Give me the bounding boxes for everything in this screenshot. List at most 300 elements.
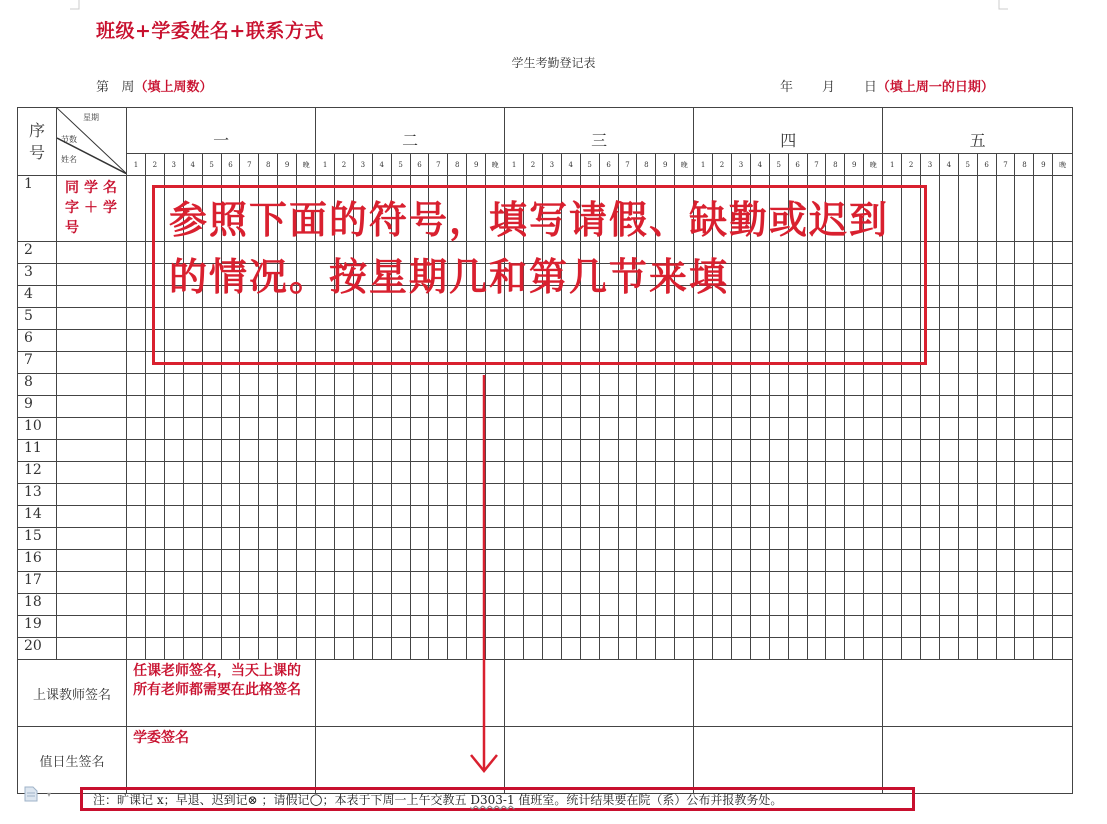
attendance-cell[interactable] [769, 572, 788, 594]
attendance-cell[interactable] [939, 308, 958, 330]
attendance-cell[interactable] [807, 374, 826, 396]
attendance-cell[interactable] [127, 506, 146, 528]
attendance-cell[interactable] [1034, 308, 1053, 330]
attendance-cell[interactable] [183, 440, 202, 462]
attendance-cell[interactable] [618, 374, 637, 396]
attendance-cell[interactable] [769, 462, 788, 484]
attendance-cell[interactable] [353, 506, 372, 528]
attendance-cell[interactable] [297, 418, 316, 440]
attendance-cell[interactable] [410, 484, 429, 506]
attendance-cell[interactable] [902, 374, 921, 396]
attendance-cell[interactable] [731, 616, 750, 638]
attendance-cell[interactable] [1034, 572, 1053, 594]
attendance-cell[interactable] [164, 506, 183, 528]
attendance-cell[interactable] [297, 440, 316, 462]
attendance-cell[interactable] [713, 550, 732, 572]
attendance-cell[interactable] [505, 528, 524, 550]
attendance-cell[interactable] [958, 374, 977, 396]
attendance-cell[interactable] [505, 616, 524, 638]
attendance-cell[interactable] [788, 616, 807, 638]
attendance-cell[interactable] [524, 374, 543, 396]
attendance-cell[interactable] [410, 594, 429, 616]
attendance-cell[interactable] [448, 506, 467, 528]
attendance-cell[interactable] [391, 374, 410, 396]
attendance-cell[interactable] [1053, 572, 1073, 594]
attendance-cell[interactable] [580, 484, 599, 506]
attendance-cell[interactable] [410, 418, 429, 440]
attendance-cell[interactable] [542, 638, 561, 660]
attendance-cell[interactable] [429, 396, 448, 418]
attendance-cell[interactable] [864, 594, 883, 616]
attendance-cell[interactable] [145, 616, 164, 638]
attendance-cell[interactable] [580, 418, 599, 440]
attendance-cell[interactable] [977, 242, 996, 264]
attendance-cell[interactable] [429, 484, 448, 506]
attendance-cell[interactable] [372, 550, 391, 572]
attendance-cell[interactable] [127, 330, 146, 352]
attendance-cell[interactable] [1034, 374, 1053, 396]
attendance-cell[interactable] [505, 418, 524, 440]
attendance-cell[interactable] [429, 462, 448, 484]
attendance-cell[interactable] [731, 396, 750, 418]
attendance-cell[interactable] [713, 616, 732, 638]
attendance-cell[interactable] [316, 616, 335, 638]
attendance-cell[interactable] [675, 528, 694, 550]
attendance-cell[interactable] [864, 440, 883, 462]
attendance-cell[interactable] [958, 352, 977, 374]
attendance-cell[interactable] [902, 616, 921, 638]
attendance-cell[interactable] [921, 462, 940, 484]
attendance-cell[interactable] [202, 418, 221, 440]
duty-sign-cell[interactable] [694, 727, 883, 794]
attendance-cell[interactable] [542, 572, 561, 594]
student-name-cell[interactable] [57, 286, 127, 308]
attendance-cell[interactable] [316, 528, 335, 550]
attendance-cell[interactable] [1053, 264, 1073, 286]
attendance-cell[interactable] [542, 418, 561, 440]
attendance-cell[interactable] [353, 462, 372, 484]
attendance-cell[interactable] [410, 572, 429, 594]
attendance-cell[interactable] [448, 528, 467, 550]
attendance-cell[interactable] [542, 484, 561, 506]
attendance-cell[interactable] [410, 396, 429, 418]
attendance-cell[interactable] [353, 396, 372, 418]
attendance-cell[interactable] [902, 638, 921, 660]
attendance-cell[interactable] [127, 374, 146, 396]
attendance-cell[interactable] [561, 374, 580, 396]
attendance-cell[interactable] [939, 374, 958, 396]
attendance-cell[interactable] [259, 396, 278, 418]
attendance-cell[interactable] [240, 616, 259, 638]
attendance-cell[interactable] [316, 550, 335, 572]
attendance-cell[interactable] [977, 308, 996, 330]
attendance-cell[interactable] [939, 242, 958, 264]
attendance-cell[interactable] [145, 594, 164, 616]
attendance-cell[interactable] [524, 462, 543, 484]
attendance-cell[interactable] [353, 484, 372, 506]
attendance-cell[interactable] [1015, 506, 1034, 528]
attendance-cell[interactable] [164, 528, 183, 550]
attendance-cell[interactable] [221, 484, 240, 506]
attendance-cell[interactable] [845, 506, 864, 528]
attendance-cell[interactable] [637, 528, 656, 550]
attendance-cell[interactable] [1015, 308, 1034, 330]
attendance-cell[interactable] [675, 462, 694, 484]
attendance-cell[interactable] [694, 484, 713, 506]
attendance-cell[interactable] [391, 440, 410, 462]
attendance-cell[interactable] [278, 440, 297, 462]
attendance-cell[interactable] [977, 616, 996, 638]
attendance-cell[interactable] [335, 374, 354, 396]
attendance-cell[interactable] [524, 572, 543, 594]
attendance-cell[interactable] [750, 418, 769, 440]
attendance-cell[interactable] [864, 638, 883, 660]
attendance-cell[interactable] [391, 616, 410, 638]
attendance-cell[interactable] [921, 484, 940, 506]
attendance-cell[interactable] [1034, 286, 1053, 308]
attendance-cell[interactable] [164, 374, 183, 396]
attendance-cell[interactable] [731, 484, 750, 506]
attendance-cell[interactable] [580, 572, 599, 594]
student-name-cell[interactable]: 同学名字＋学号 [57, 176, 127, 242]
attendance-cell[interactable] [977, 374, 996, 396]
attendance-cell[interactable] [637, 462, 656, 484]
attendance-cell[interactable] [675, 638, 694, 660]
student-name-cell[interactable] [57, 528, 127, 550]
attendance-cell[interactable] [353, 550, 372, 572]
attendance-cell[interactable] [580, 550, 599, 572]
attendance-cell[interactable] [731, 638, 750, 660]
attendance-cell[interactable] [240, 638, 259, 660]
attendance-cell[interactable] [996, 638, 1015, 660]
attendance-cell[interactable] [316, 418, 335, 440]
attendance-cell[interactable] [656, 396, 675, 418]
attendance-cell[interactable] [675, 418, 694, 440]
attendance-cell[interactable] [864, 396, 883, 418]
attendance-cell[interactable] [656, 374, 675, 396]
attendance-cell[interactable] [278, 616, 297, 638]
attendance-cell[interactable] [769, 550, 788, 572]
attendance-cell[interactable] [769, 506, 788, 528]
attendance-cell[interactable] [202, 396, 221, 418]
attendance-cell[interactable] [372, 396, 391, 418]
attendance-cell[interactable] [221, 616, 240, 638]
attendance-cell[interactable] [202, 374, 221, 396]
attendance-cell[interactable] [1053, 330, 1073, 352]
attendance-cell[interactable] [864, 418, 883, 440]
attendance-cell[interactable] [826, 506, 845, 528]
attendance-cell[interactable] [883, 484, 902, 506]
attendance-cell[interactable] [183, 616, 202, 638]
attendance-cell[interactable] [939, 506, 958, 528]
attendance-cell[interactable] [769, 418, 788, 440]
attendance-cell[interactable] [221, 594, 240, 616]
attendance-cell[interactable] [542, 374, 561, 396]
attendance-cell[interactable] [259, 440, 278, 462]
attendance-cell[interactable] [939, 462, 958, 484]
student-name-cell[interactable] [57, 418, 127, 440]
attendance-cell[interactable] [316, 462, 335, 484]
attendance-cell[interactable] [807, 638, 826, 660]
attendance-cell[interactable] [902, 484, 921, 506]
attendance-cell[interactable] [958, 572, 977, 594]
attendance-cell[interactable] [958, 330, 977, 352]
attendance-cell[interactable] [183, 462, 202, 484]
attendance-cell[interactable] [164, 550, 183, 572]
attendance-cell[interactable] [637, 638, 656, 660]
attendance-cell[interactable] [1053, 506, 1073, 528]
attendance-cell[interactable] [202, 440, 221, 462]
attendance-cell[interactable] [145, 418, 164, 440]
attendance-cell[interactable] [902, 440, 921, 462]
attendance-cell[interactable] [788, 396, 807, 418]
attendance-cell[interactable] [1053, 616, 1073, 638]
attendance-cell[interactable] [599, 528, 618, 550]
attendance-cell[interactable] [637, 616, 656, 638]
attendance-cell[interactable] [977, 506, 996, 528]
attendance-cell[interactable] [769, 594, 788, 616]
attendance-cell[interactable] [183, 528, 202, 550]
attendance-cell[interactable] [202, 616, 221, 638]
attendance-cell[interactable] [788, 418, 807, 440]
attendance-cell[interactable] [713, 484, 732, 506]
attendance-cell[interactable] [637, 484, 656, 506]
attendance-cell[interactable] [127, 572, 146, 594]
attendance-cell[interactable] [1053, 550, 1073, 572]
attendance-cell[interactable] [1053, 528, 1073, 550]
attendance-cell[interactable] [656, 638, 675, 660]
attendance-cell[interactable] [921, 374, 940, 396]
attendance-cell[interactable] [731, 528, 750, 550]
attendance-cell[interactable] [1015, 550, 1034, 572]
attendance-cell[interactable] [297, 572, 316, 594]
attendance-cell[interactable] [353, 418, 372, 440]
attendance-cell[interactable] [183, 374, 202, 396]
attendance-cell[interactable] [788, 374, 807, 396]
attendance-cell[interactable] [524, 396, 543, 418]
student-name-cell[interactable] [57, 374, 127, 396]
attendance-cell[interactable] [618, 484, 637, 506]
attendance-cell[interactable] [580, 374, 599, 396]
attendance-cell[interactable] [750, 638, 769, 660]
attendance-cell[interactable] [391, 528, 410, 550]
attendance-cell[interactable] [202, 594, 221, 616]
attendance-cell[interactable] [939, 286, 958, 308]
attendance-cell[interactable] [448, 484, 467, 506]
attendance-cell[interactable] [731, 462, 750, 484]
student-name-cell[interactable] [57, 330, 127, 352]
attendance-cell[interactable] [1034, 484, 1053, 506]
attendance-cell[interactable] [864, 374, 883, 396]
attendance-cell[interactable] [372, 418, 391, 440]
attendance-cell[interactable] [939, 616, 958, 638]
attendance-cell[interactable] [297, 484, 316, 506]
attendance-cell[interactable] [410, 616, 429, 638]
attendance-cell[interactable] [769, 638, 788, 660]
attendance-cell[interactable] [694, 396, 713, 418]
attendance-cell[interactable] [826, 638, 845, 660]
attendance-cell[interactable] [637, 418, 656, 440]
attendance-cell[interactable] [297, 374, 316, 396]
attendance-cell[interactable] [278, 418, 297, 440]
attendance-cell[interactable] [939, 528, 958, 550]
attendance-cell[interactable] [864, 462, 883, 484]
attendance-cell[interactable] [921, 418, 940, 440]
attendance-cell[interactable] [675, 484, 694, 506]
attendance-cell[interactable] [316, 594, 335, 616]
attendance-cell[interactable] [335, 506, 354, 528]
attendance-cell[interactable] [1053, 594, 1073, 616]
attendance-cell[interactable] [618, 550, 637, 572]
attendance-cell[interactable] [353, 572, 372, 594]
attendance-cell[interactable] [921, 550, 940, 572]
attendance-cell[interactable] [958, 286, 977, 308]
attendance-cell[interactable] [202, 462, 221, 484]
attendance-cell[interactable] [769, 616, 788, 638]
student-name-cell[interactable] [57, 440, 127, 462]
attendance-cell[interactable] [939, 352, 958, 374]
attendance-cell[interactable] [921, 616, 940, 638]
attendance-cell[interactable] [977, 286, 996, 308]
attendance-cell[interactable] [259, 462, 278, 484]
attendance-cell[interactable] [524, 616, 543, 638]
attendance-cell[interactable] [1053, 374, 1073, 396]
attendance-cell[interactable] [826, 484, 845, 506]
attendance-cell[interactable] [996, 286, 1015, 308]
attendance-cell[interactable] [996, 396, 1015, 418]
attendance-cell[interactable] [996, 440, 1015, 462]
attendance-cell[interactable] [788, 484, 807, 506]
attendance-cell[interactable] [769, 440, 788, 462]
attendance-cell[interactable] [618, 638, 637, 660]
attendance-cell[interactable] [183, 594, 202, 616]
attendance-cell[interactable] [788, 440, 807, 462]
attendance-cell[interactable] [297, 594, 316, 616]
attendance-cell[interactable] [297, 396, 316, 418]
student-name-cell[interactable] [57, 616, 127, 638]
student-name-cell[interactable] [57, 308, 127, 330]
attendance-cell[interactable] [845, 440, 864, 462]
attendance-cell[interactable] [164, 484, 183, 506]
attendance-cell[interactable] [259, 528, 278, 550]
attendance-cell[interactable] [448, 550, 467, 572]
attendance-cell[interactable] [221, 550, 240, 572]
attendance-cell[interactable] [826, 418, 845, 440]
attendance-cell[interactable] [372, 484, 391, 506]
attendance-cell[interactable] [788, 594, 807, 616]
attendance-cell[interactable] [1053, 418, 1073, 440]
attendance-cell[interactable] [183, 396, 202, 418]
attendance-cell[interactable] [750, 594, 769, 616]
attendance-cell[interactable] [1034, 330, 1053, 352]
attendance-cell[interactable] [127, 176, 146, 242]
attendance-cell[interactable] [864, 528, 883, 550]
attendance-cell[interactable] [372, 638, 391, 660]
attendance-cell[interactable] [448, 616, 467, 638]
attendance-cell[interactable] [826, 550, 845, 572]
attendance-cell[interactable] [675, 550, 694, 572]
attendance-cell[interactable] [713, 396, 732, 418]
attendance-cell[interactable] [1034, 638, 1053, 660]
attendance-cell[interactable] [656, 616, 675, 638]
attendance-cell[interactable] [1015, 616, 1034, 638]
attendance-cell[interactable] [297, 616, 316, 638]
attendance-cell[interactable] [656, 528, 675, 550]
attendance-cell[interactable] [542, 616, 561, 638]
attendance-cell[interactable] [750, 528, 769, 550]
attendance-cell[interactable] [127, 638, 146, 660]
attendance-cell[interactable] [845, 374, 864, 396]
attendance-cell[interactable] [429, 506, 448, 528]
attendance-cell[interactable] [372, 440, 391, 462]
attendance-cell[interactable] [410, 506, 429, 528]
attendance-cell[interactable] [240, 594, 259, 616]
attendance-cell[interactable] [618, 418, 637, 440]
attendance-cell[interactable] [731, 572, 750, 594]
attendance-cell[interactable] [939, 484, 958, 506]
attendance-cell[interactable] [694, 462, 713, 484]
attendance-cell[interactable] [883, 418, 902, 440]
attendance-cell[interactable] [391, 572, 410, 594]
attendance-cell[interactable] [1015, 572, 1034, 594]
attendance-cell[interactable] [902, 528, 921, 550]
attendance-cell[interactable] [278, 594, 297, 616]
attendance-cell[interactable] [939, 330, 958, 352]
attendance-cell[interactable] [731, 550, 750, 572]
attendance-cell[interactable] [145, 484, 164, 506]
student-name-cell[interactable] [57, 396, 127, 418]
attendance-cell[interactable] [826, 396, 845, 418]
attendance-cell[interactable] [599, 462, 618, 484]
attendance-cell[interactable] [807, 396, 826, 418]
attendance-cell[interactable] [127, 418, 146, 440]
attendance-cell[interactable] [372, 594, 391, 616]
attendance-cell[interactable] [561, 418, 580, 440]
attendance-cell[interactable] [561, 550, 580, 572]
attendance-cell[interactable] [845, 418, 864, 440]
attendance-cell[interactable] [599, 484, 618, 506]
attendance-cell[interactable] [807, 572, 826, 594]
attendance-cell[interactable] [845, 396, 864, 418]
attendance-cell[interactable] [145, 638, 164, 660]
attendance-cell[interactable] [335, 572, 354, 594]
attendance-cell[interactable] [1034, 550, 1053, 572]
attendance-cell[interactable] [1053, 638, 1073, 660]
student-name-cell[interactable] [57, 506, 127, 528]
attendance-cell[interactable] [996, 506, 1015, 528]
attendance-cell[interactable] [675, 572, 694, 594]
attendance-cell[interactable] [807, 616, 826, 638]
attendance-cell[interactable] [996, 572, 1015, 594]
attendance-cell[interactable] [278, 528, 297, 550]
attendance-cell[interactable] [164, 462, 183, 484]
attendance-cell[interactable] [996, 418, 1015, 440]
attendance-cell[interactable] [731, 418, 750, 440]
attendance-cell[interactable] [958, 264, 977, 286]
attendance-cell[interactable] [580, 638, 599, 660]
attendance-cell[interactable] [807, 550, 826, 572]
attendance-cell[interactable] [958, 396, 977, 418]
attendance-cell[interactable] [599, 440, 618, 462]
attendance-cell[interactable] [826, 616, 845, 638]
attendance-cell[interactable] [127, 396, 146, 418]
attendance-cell[interactable] [826, 594, 845, 616]
attendance-cell[interactable] [921, 638, 940, 660]
attendance-cell[interactable] [221, 396, 240, 418]
attendance-cell[interactable] [939, 396, 958, 418]
attendance-cell[interactable] [656, 440, 675, 462]
student-name-cell[interactable] [57, 572, 127, 594]
